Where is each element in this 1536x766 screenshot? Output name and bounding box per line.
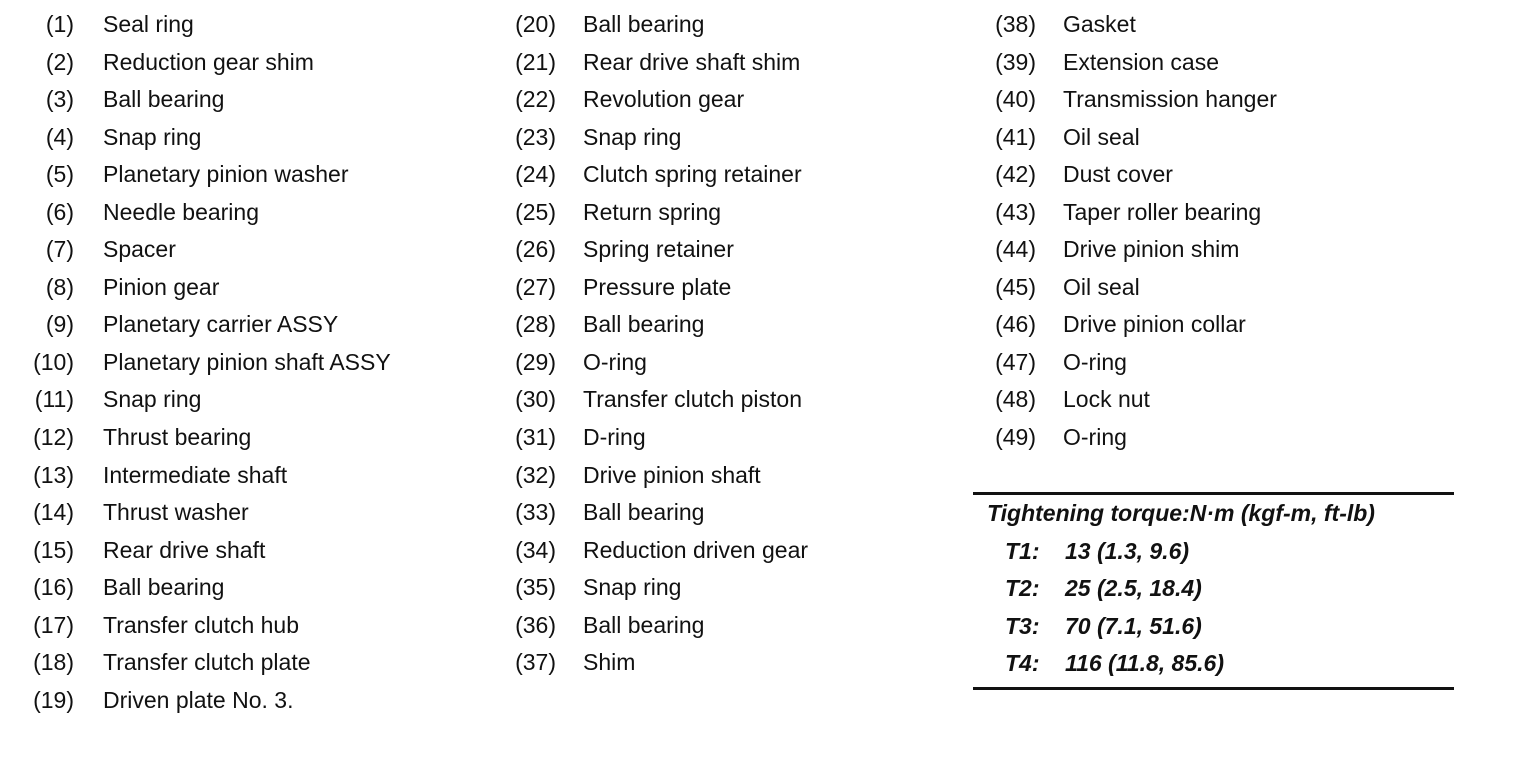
part-label: Reduction gear shim xyxy=(103,48,314,75)
part-number: (37) xyxy=(515,649,556,676)
part-label: Taper roller bearing xyxy=(1063,198,1262,225)
part-label: Snap ring xyxy=(583,123,682,150)
part-number: (15) xyxy=(33,536,74,563)
part-label: Gasket xyxy=(1063,11,1136,37)
part-number: (5) xyxy=(45,161,74,188)
torque-code: T1: xyxy=(1005,537,1040,564)
part-label: Oil seal xyxy=(1063,273,1140,300)
part-number: (21) xyxy=(515,48,556,75)
part-label: Planetary pinion shaft ASSY xyxy=(103,348,391,375)
torque-row xyxy=(973,570,1454,608)
part-label: Snap ring xyxy=(103,386,202,413)
part-number: (13) xyxy=(33,461,74,488)
part-label: Ball bearing xyxy=(583,611,705,638)
part-label: Snap ring xyxy=(583,574,682,601)
part-number: (23) xyxy=(515,123,556,150)
part-number: (28) xyxy=(515,311,556,338)
part-number: (4) xyxy=(45,123,74,150)
torque-rows xyxy=(973,533,1454,683)
part-number: (35) xyxy=(515,574,556,601)
part-number: (10) xyxy=(33,348,74,375)
part-label: Thrust washer xyxy=(103,499,249,526)
part-number: (47) xyxy=(995,348,1036,375)
part-label: Transfer clutch piston xyxy=(583,386,803,413)
torque-heading: Tightening torque:N·m (kgf-m, ft-lb) xyxy=(987,500,1375,526)
part-label: Intermediate shaft xyxy=(103,461,288,488)
part-label: Reduction driven gear xyxy=(583,536,809,563)
part-number: (42) xyxy=(995,161,1036,188)
part-label: Ball bearing xyxy=(103,86,225,113)
part-label: Needle bearing xyxy=(103,198,260,225)
part-number: (2) xyxy=(45,48,74,75)
part-number: (33) xyxy=(515,499,556,526)
part-label: Drive pinion shaft xyxy=(583,461,761,488)
torque-row xyxy=(973,608,1454,646)
part-label: Planetary pinion washer xyxy=(103,161,349,188)
part-label: Drive pinion shim xyxy=(1063,236,1240,263)
part-number: (44) xyxy=(995,236,1036,263)
part-label: O-ring xyxy=(583,348,647,375)
part-label: Rear drive shaft shim xyxy=(583,48,801,75)
part-number: (40) xyxy=(995,86,1036,113)
part-number: (30) xyxy=(515,386,556,413)
part-label: Driven plate No. 3. xyxy=(103,686,294,713)
part-label: D-ring xyxy=(583,424,646,451)
part-label: Dust cover xyxy=(1063,161,1173,188)
part-number: (27) xyxy=(515,273,556,300)
part-number: (16) xyxy=(33,574,74,601)
part-number: (20) xyxy=(515,11,556,37)
part-number: (1) xyxy=(45,11,74,37)
torque-row xyxy=(973,533,1454,571)
part-label: Shim xyxy=(583,649,636,676)
part-label: Ball bearing xyxy=(583,311,705,338)
part-label: Spacer xyxy=(103,236,176,263)
part-label: Revolution gear xyxy=(583,86,745,113)
part-label: Ball bearing xyxy=(583,499,705,526)
part-number: (26) xyxy=(515,236,556,263)
part-number: (39) xyxy=(995,48,1036,75)
part-number: (41) xyxy=(995,123,1036,150)
part-number: (6) xyxy=(45,198,74,225)
part-label: Thrust bearing xyxy=(103,424,252,451)
part-number: (49) xyxy=(995,424,1036,451)
part-label: Rear drive shaft xyxy=(103,536,266,563)
torque-value: 25 (2.5, 18.4) xyxy=(1065,575,1202,601)
torque-code: T4: xyxy=(1005,650,1040,676)
part-label: Ball bearing xyxy=(583,11,705,37)
part-number: (38) xyxy=(995,11,1036,37)
part-label: Ball bearing xyxy=(103,574,225,601)
part-number: (48) xyxy=(995,386,1036,413)
part-label: Pressure plate xyxy=(583,273,732,300)
part-number: (7) xyxy=(45,236,74,263)
part-number: (22) xyxy=(515,86,556,113)
part-label: Extension case xyxy=(1063,48,1219,75)
part-number: (12) xyxy=(33,424,74,451)
part-label: Return spring xyxy=(583,198,722,225)
part-number: (43) xyxy=(995,198,1036,225)
part-label: Transfer clutch hub xyxy=(103,611,300,638)
part-label: O-ring xyxy=(1063,348,1127,375)
part-number: (17) xyxy=(33,611,74,638)
part-number: (14) xyxy=(33,499,74,526)
part-label: Planetary carrier ASSY xyxy=(103,311,339,338)
part-number: (25) xyxy=(515,198,556,225)
tightening-torque-table xyxy=(973,492,1454,690)
part-label: Snap ring xyxy=(103,123,202,150)
torque-value: 116 (11.8, 85.6) xyxy=(1065,650,1224,676)
part-number: (36) xyxy=(515,611,556,638)
part-label: Lock nut xyxy=(1063,386,1150,413)
part-label: Oil seal xyxy=(1063,123,1140,150)
part-label: Clutch spring retainer xyxy=(583,161,802,188)
part-label: O-ring xyxy=(1063,424,1127,451)
part-number: (9) xyxy=(45,311,74,338)
part-number: (11) xyxy=(34,386,74,413)
part-label: Transmission hanger xyxy=(1063,86,1277,113)
torque-value: 70 (7.1, 51.6) xyxy=(1065,612,1202,639)
part-label: Transfer clutch plate xyxy=(103,649,311,676)
part-number: (29) xyxy=(515,348,556,375)
part-number: (32) xyxy=(515,461,556,488)
part-number: (31) xyxy=(515,424,556,451)
part-label: Seal ring xyxy=(103,11,194,37)
part-number: (24) xyxy=(515,161,556,188)
part-label: Drive pinion collar xyxy=(1063,311,1246,338)
part-label: Pinion gear xyxy=(103,273,220,300)
part-number: (34) xyxy=(515,536,556,563)
torque-row xyxy=(973,645,1454,683)
part-number: (3) xyxy=(45,86,74,113)
part-number: (46) xyxy=(995,311,1036,338)
torque-code: T3: xyxy=(1005,612,1040,639)
part-label: Spring retainer xyxy=(583,236,734,263)
part-number: (45) xyxy=(995,273,1036,300)
part-number: (19) xyxy=(33,686,74,713)
torque-value: 13 (1.3, 9.6) xyxy=(1065,537,1190,564)
part-number: (18) xyxy=(33,649,74,676)
part-number: (8) xyxy=(45,273,74,300)
torque-code: T2: xyxy=(1005,575,1040,601)
